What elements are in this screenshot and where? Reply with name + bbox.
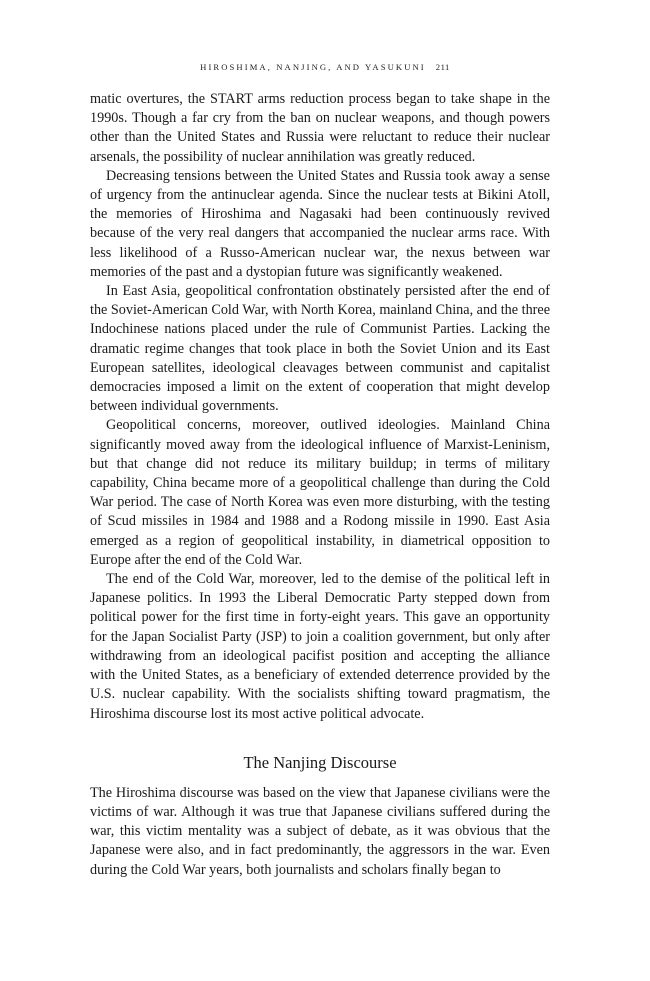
- paragraph: Decreasing tensions between the United States and Russia took away a sense of urgency from the antinuclear agenda. Since the nuclear tests at Bikini Atoll, the memories of Hiroshima and Nagasaki had been continuously revived because of the very real dangers that accompanied the nuclear arms race. With less likelihood of a Russo-American nuclear war, the nexus between war memories of the past and a dystopian future was significantly weakened.: [90, 167, 550, 280]
- paragraph: In East Asia, geopolitical confrontation obstinately persisted after the end of the Soviet-American Cold War, with North Korea, mainland China, and the three Indochinese nations placed under the rule of Communist Parties. Lacking the dramatic regime changes that took place in both the Soviet Union and its East European satellites, ideological cleavages between communist and capitalist democracies imposed a limit on the extent of cooperation that might develop between individual governments.: [90, 283, 550, 415]
- running-head-title: HIROSHIMA, NANJING, AND YASUKUNI: [200, 62, 426, 72]
- paragraph-continued: matic overtures, the START arms reduction process began to take shape in the 1990s. Though a far cry from the ban on nuclear weapons, and though powers other than the United States and Russia were reluctant to reduce their nuclear arsenals, the possibility of nuclear annihilation was greatly reduced.: [90, 91, 550, 165]
- page-number: 211: [435, 62, 450, 72]
- body-text: [90, 90, 550, 880]
- paragraph: The end of the Cold War, moreover, led to the demise of the political left in Japanese politics. In 1993 the Liberal Democratic Party stepped down from political power for the first time in forty-eight years. This gave an opportunity for the Japan Socialist Party (JSP) to join a coalition government, but only after withdrawing from an ideological pacifist position and accepting the alliance with the United States, as a beneficiary of extended deterrence provided by the U.S. nuclear capability. With the socialists shifting toward pragmatism, the Hiroshima discourse lost its most active political advocate.: [90, 571, 550, 722]
- section-heading: The Nanjing Discourse: [243, 752, 397, 772]
- running-head: [0, 62, 650, 72]
- section-first-paragraph: The Hiroshima discourse was based on the view that Japanese civilians were the victims of war. Although it was true that Japanese civilians suffered during the war, this victim mentality was a subject of debate, as it was obvious that the Japanese were also, and in fact predominantly, the aggressors in the war. Even during the Cold War years, both journalists and scholars finally began to: [90, 784, 550, 878]
- paragraph: Geopolitical concerns, moreover, outlived ideologies. Mainland China significantly moved away from the ideological influence of Marxist-Leninism, but that change did not reduce its military buildup; in terms of military capability, China became more of a geopolitical challenge than during the Cold War period. The case of North Korea was even more disturbing, with the testing of Scud missiles in 1984 and 1988 and a Rodong missile in 1990. East Asia emerged as a region of geopolitical instability, in diametrical opposition to Europe after the end of the Cold War.: [90, 417, 550, 568]
